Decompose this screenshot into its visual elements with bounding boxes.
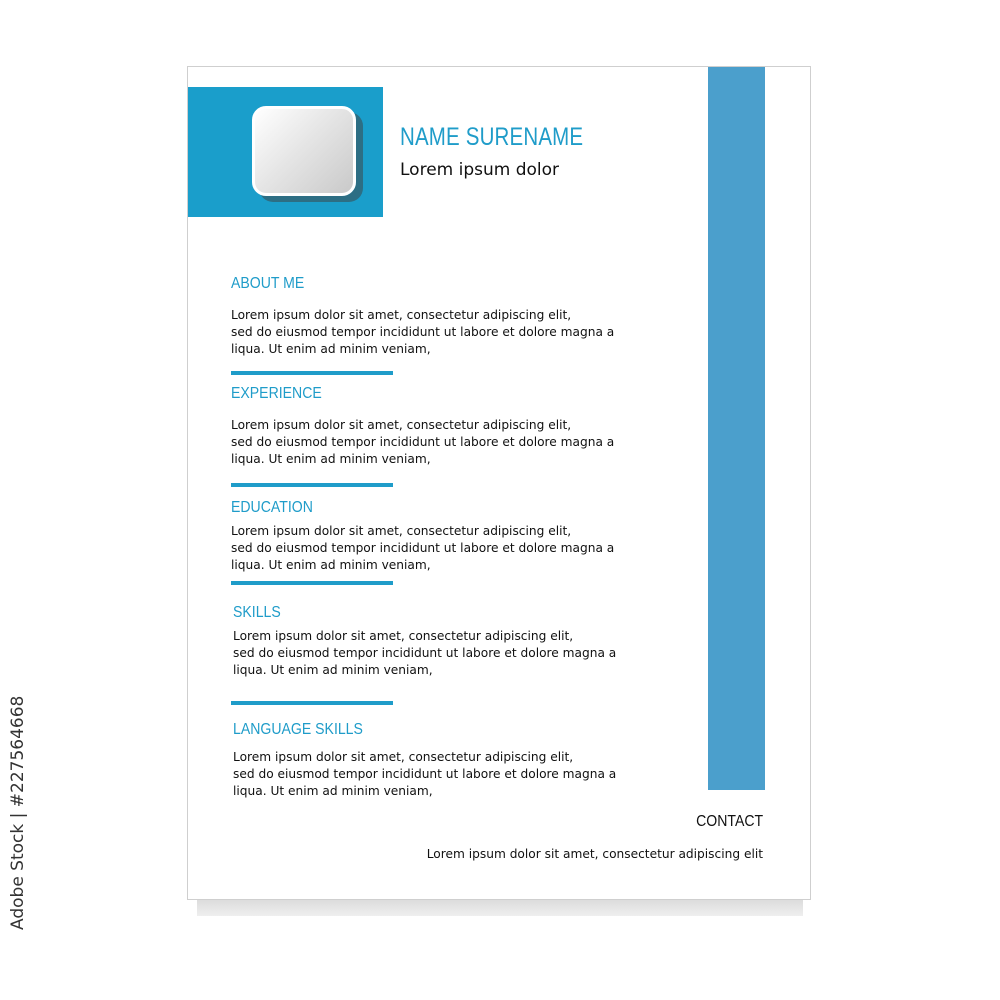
section-experience: [231, 385, 691, 468]
section-title: ABOUT ME: [231, 275, 305, 292]
resume-name: NAME SURENAME: [400, 123, 584, 151]
section-divider: [231, 701, 393, 705]
page-shadow: [197, 900, 803, 916]
section-title: SKILLS: [233, 604, 281, 621]
section-language-skills: [233, 721, 693, 800]
section-title: EXPERIENCE: [231, 385, 322, 402]
side-color-bar: [708, 67, 765, 790]
section-title: LANGUAGE SKILLS: [233, 721, 363, 738]
stock-watermark: Adobe Stock | #227564668: [8, 695, 28, 930]
section-body: Lorem ipsum dolor sit amet, consectetur adipiscing elit, sed do eiusmod tempor incididunt ut labore et dolore magna a liqua. Ut enim ad minim veniam,: [231, 524, 615, 572]
section-body: Lorem ipsum dolor sit amet, consectetur adipiscing elit, sed do eiusmod tempor incididunt ut labore et dolore magna a liqua. Ut enim ad minim veniam,: [231, 418, 615, 466]
section-body: Lorem ipsum dolor sit amet, consectetur adipiscing elit, sed do eiusmod tempor incididunt ut labore et dolore magna a liqua. Ut enim ad minim veniam,: [233, 750, 617, 798]
section-skills: [233, 604, 693, 679]
section-body: Lorem ipsum dolor sit amet, consectetur adipiscing elit, sed do eiusmod tempor incididunt ut labore et dolore magna a liqua. Ut enim ad minim veniam,: [231, 308, 615, 356]
header-color-block: [188, 87, 383, 217]
section-divider: [231, 483, 393, 487]
contact-title: CONTACT: [695, 813, 763, 830]
photo-placeholder-icon: [252, 106, 356, 196]
section-about-me: [231, 275, 691, 358]
resume-subtitle: Lorem ipsum dolor: [400, 160, 560, 180]
resume-page: [187, 66, 811, 900]
section-divider: [231, 581, 393, 585]
section-title: EDUCATION: [231, 499, 313, 516]
section-education: [231, 499, 691, 574]
section-body: Lorem ipsum dolor sit amet, consectetur adipiscing elit, sed do eiusmod tempor incididunt ut labore et dolore magna a liqua. Ut enim ad minim veniam,: [233, 629, 617, 677]
contact-text: Lorem ipsum dolor sit amet, consectetur adipiscing elit: [426, 847, 763, 861]
section-divider: [231, 371, 393, 375]
